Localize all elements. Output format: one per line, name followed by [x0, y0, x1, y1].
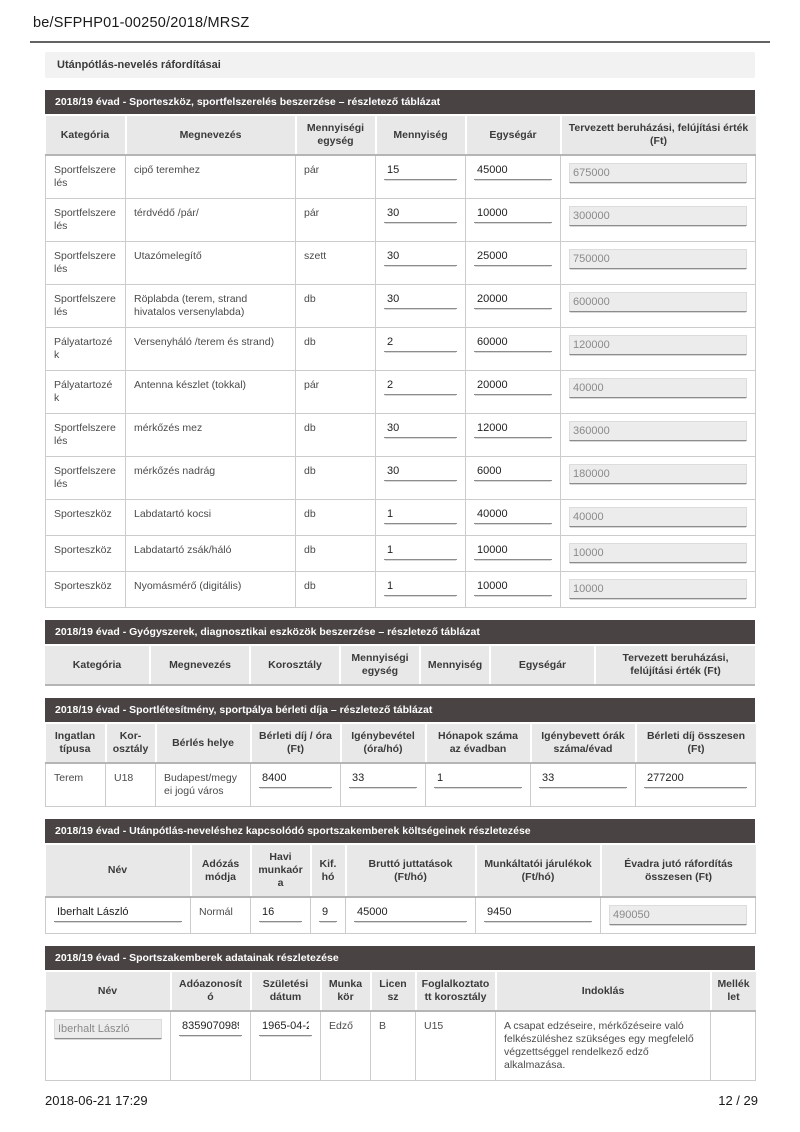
unit-price-input[interactable]: [474, 421, 552, 438]
quantity-input[interactable]: [384, 206, 457, 223]
equipment-table: [45, 90, 755, 608]
item-name-cell: Labdatartó kocsi: [126, 500, 296, 536]
footer-page-number: 12 / 29: [718, 1093, 758, 1108]
planned-value-readonly: [569, 464, 747, 484]
category-cell: Pályatartozék: [46, 328, 126, 371]
category-cell: Sportfelszerelés: [46, 155, 126, 199]
column-header: Foglalkoztatott korosztály: [416, 972, 496, 1011]
page-footer: [45, 1093, 758, 1108]
unit-price-input[interactable]: [474, 543, 552, 560]
item-name-cell: Nyomásmérő (digitális): [126, 572, 296, 608]
quantity-input[interactable]: [384, 249, 457, 266]
item-name-cell: Antenna készlet (tokkal): [126, 371, 296, 414]
column-header: Név: [46, 845, 191, 897]
column-header: Kif. hó: [311, 845, 346, 897]
header-divider: [30, 41, 770, 43]
column-header: Hónapok száma az évadban: [426, 724, 531, 763]
quantity-input[interactable]: [384, 335, 457, 352]
employer-contrib-input[interactable]: [484, 905, 592, 922]
rental-place-cell: Budapest/megyei jogú város: [156, 763, 251, 807]
gross-pay-input[interactable]: [354, 905, 467, 922]
monthly-hours-input[interactable]: [259, 905, 302, 922]
column-header: Bérleti díj / óra (Ft): [251, 724, 341, 763]
unit-price-input[interactable]: [474, 507, 552, 524]
category-cell: Sportfelszerelés: [46, 414, 126, 457]
item-name-cell: mérkőzés mez: [126, 414, 296, 457]
unit-cell: pár: [296, 155, 376, 199]
planned-value-readonly: [569, 292, 747, 312]
unit-cell: szett: [296, 242, 376, 285]
table-row: [46, 242, 756, 285]
season-hours-input[interactable]: [539, 771, 627, 788]
item-name-cell: Röplabda (terem, strand hivatalos versenylabda): [126, 285, 296, 328]
column-header: Munkáltatói járulékok (Ft/hó): [476, 845, 601, 897]
column-header: Kategória: [45, 646, 150, 685]
category-cell: Sportfelszerelés: [46, 457, 126, 500]
equipment-table-title: 2018/19 évad - Sporteszköz, sportfelszerelés beszerzése – részletező táblázat: [45, 90, 755, 114]
page-content: [45, 52, 755, 1081]
justification-cell: A csapat edzéseire, mérkőzéseire való felkészüléshez szükséges egy megfelelő végzettséggel rendelkező edző alkalmazása.: [496, 1011, 711, 1081]
column-header: Tervezett beruházási, felújítási érték (Ft): [595, 646, 755, 685]
tax-id-input[interactable]: [179, 1019, 242, 1036]
column-header: Mennyiségi egység: [296, 116, 376, 155]
expert-data-header-row: [46, 972, 756, 1011]
unit-price-input[interactable]: [474, 335, 552, 352]
column-header: Melléklet: [711, 972, 756, 1011]
table-row: [46, 897, 756, 934]
expert-costs-table-title: 2018/19 évad - Utánpótlás-neveléshez kapcsolódó sportszakemberek költségeinek részletezése: [45, 819, 755, 843]
quantity-input[interactable]: [384, 464, 457, 481]
planned-value-readonly: [569, 206, 747, 226]
table-row: [46, 285, 756, 328]
category-cell: Sporteszköz: [46, 536, 126, 572]
unit-cell: db: [296, 457, 376, 500]
table-row: [46, 536, 756, 572]
table-row: [46, 457, 756, 500]
column-header: Egységár: [490, 646, 595, 685]
rental-total-input[interactable]: [644, 771, 747, 788]
item-name-cell: Versenyháló /terem és strand): [126, 328, 296, 371]
medicine-table-title: 2018/19 évad - Gyógyszerek, diagnosztikai eszközök beszerzése – részletező táblázat: [45, 620, 755, 644]
table-row: [46, 500, 756, 536]
item-name-cell: cipő teremhez: [126, 155, 296, 199]
column-header: Mennyiség: [376, 116, 466, 155]
unit-cell: db: [296, 414, 376, 457]
column-header: Név: [46, 972, 171, 1011]
unit-cell: pár: [296, 371, 376, 414]
planned-value-readonly: [569, 579, 747, 599]
quantity-input[interactable]: [384, 378, 457, 395]
column-header: Egységár: [466, 116, 561, 155]
planned-value-readonly: [569, 378, 747, 398]
category-cell: Pályatartozék: [46, 371, 126, 414]
unit-cell: db: [296, 328, 376, 371]
employed-age-group-cell: U15: [416, 1011, 496, 1081]
table-row: [46, 371, 756, 414]
column-header: Adózás módja: [191, 845, 251, 897]
quantity-input[interactable]: [384, 292, 457, 309]
column-header: Bérlés helye: [156, 724, 251, 763]
expert-name-input[interactable]: [54, 905, 182, 922]
expert-costs-header-row: [46, 845, 756, 897]
quantity-input[interactable]: [384, 421, 457, 438]
section-title: Utánpótlás-nevelés ráfordításai: [45, 52, 755, 78]
quantity-input[interactable]: [384, 507, 457, 524]
planned-value-readonly: [569, 163, 747, 183]
column-header: Tervezett beruházási, felújítási érték (Ft): [561, 116, 756, 155]
medicine-table: [45, 620, 755, 686]
unit-price-input[interactable]: [474, 378, 552, 395]
unit-cell: db: [296, 572, 376, 608]
quantity-input[interactable]: [384, 543, 457, 560]
category-cell: Sportfelszerelés: [46, 199, 126, 242]
table-row: [46, 414, 756, 457]
planned-value-readonly: [569, 421, 747, 441]
paid-months-input[interactable]: [319, 905, 337, 922]
column-header: Havi munkaóra: [251, 845, 311, 897]
column-header: Mennyiségi egység: [340, 646, 420, 685]
column-header: Évadra jutó ráfordítás összesen (Ft): [601, 845, 756, 897]
column-header: Ingatlan típusa: [46, 724, 106, 763]
unit-price-input[interactable]: [474, 163, 552, 180]
birth-date-input[interactable]: [259, 1019, 312, 1036]
usage-hours-input[interactable]: [349, 771, 417, 788]
column-header: Igénybevett órák száma/évad: [531, 724, 636, 763]
license-cell: B: [371, 1011, 416, 1081]
column-header: Korosztály: [250, 646, 340, 685]
expert-name-readonly: [54, 1019, 162, 1039]
category-cell: Sportfelszerelés: [46, 285, 126, 328]
quantity-input[interactable]: [384, 579, 457, 596]
column-header: Bérleti díj összesen (Ft): [636, 724, 756, 763]
quantity-input[interactable]: [384, 163, 457, 180]
item-name-cell: Labdatartó zsák/háló: [126, 536, 296, 572]
job-title-cell: Edző: [321, 1011, 371, 1081]
table-row: [46, 328, 756, 371]
footer-datetime: 2018-06-21 17:29: [45, 1093, 148, 1108]
table-row: [46, 1011, 756, 1081]
rental-table: [45, 698, 755, 807]
item-name-cell: térdvédő /pár/: [126, 199, 296, 242]
item-name-cell: Utazómelegítő: [126, 242, 296, 285]
hourly-fee-input[interactable]: [259, 771, 332, 788]
medicine-header-row: [45, 646, 755, 685]
column-header: Mennyiség: [420, 646, 490, 685]
column-header: Születési dátum: [251, 972, 321, 1011]
category-cell: Sportfelszerelés: [46, 242, 126, 285]
unit-price-input[interactable]: [474, 579, 552, 596]
tax-mode-cell: Normál: [191, 897, 251, 934]
planned-value-readonly: [569, 507, 747, 527]
column-header: Munkakör: [321, 972, 371, 1011]
unit-price-input[interactable]: [474, 464, 552, 481]
column-header: Licensz: [371, 972, 416, 1011]
rental-table-title: 2018/19 évad - Sportlétesítmény, sportpálya bérleti díja – részletező táblázat: [45, 698, 755, 722]
table-row: [46, 155, 756, 199]
column-header: Bruttó juttatások (Ft/hó): [346, 845, 476, 897]
unit-cell: db: [296, 285, 376, 328]
planned-value-readonly: [569, 249, 747, 269]
unit-price-input[interactable]: [474, 249, 552, 266]
expert-data-table: [45, 946, 755, 1081]
planned-value-readonly: [569, 543, 747, 563]
property-type-cell: Terem: [46, 763, 106, 807]
attachment-cell: [711, 1011, 756, 1081]
table-row: [46, 763, 756, 807]
document-id: be/SFPHP01-00250/2018/MRSZ: [33, 15, 250, 31]
column-header: Megnevezés: [126, 116, 296, 155]
rental-header-row: [46, 724, 756, 763]
unit-cell: db: [296, 500, 376, 536]
unit-cell: pár: [296, 199, 376, 242]
item-name-cell: mérkőzés nadrág: [126, 457, 296, 500]
column-header: Indoklás: [496, 972, 711, 1011]
expert-data-table-title: 2018/19 évad - Sportszakemberek adatainak részletezése: [45, 946, 755, 970]
equipment-header-row: [46, 116, 756, 155]
table-row: [46, 572, 756, 608]
column-header: Igénybevétel (óra/hó): [341, 724, 426, 763]
category-cell: Sporteszköz: [46, 500, 126, 536]
months-input[interactable]: [434, 771, 522, 788]
planned-value-readonly: [569, 335, 747, 355]
expert-costs-table: [45, 819, 755, 934]
category-cell: Sporteszköz: [46, 572, 126, 608]
column-header: Megnevezés: [150, 646, 250, 685]
unit-price-input[interactable]: [474, 206, 552, 223]
column-header: Kategória: [46, 116, 126, 155]
column-header: Adóazonosító: [171, 972, 251, 1011]
season-total-readonly: [609, 905, 747, 925]
age-group-cell: U18: [106, 763, 156, 807]
column-header: Kor-osztály: [106, 724, 156, 763]
table-row: [46, 199, 756, 242]
unit-cell: db: [296, 536, 376, 572]
unit-price-input[interactable]: [474, 292, 552, 309]
